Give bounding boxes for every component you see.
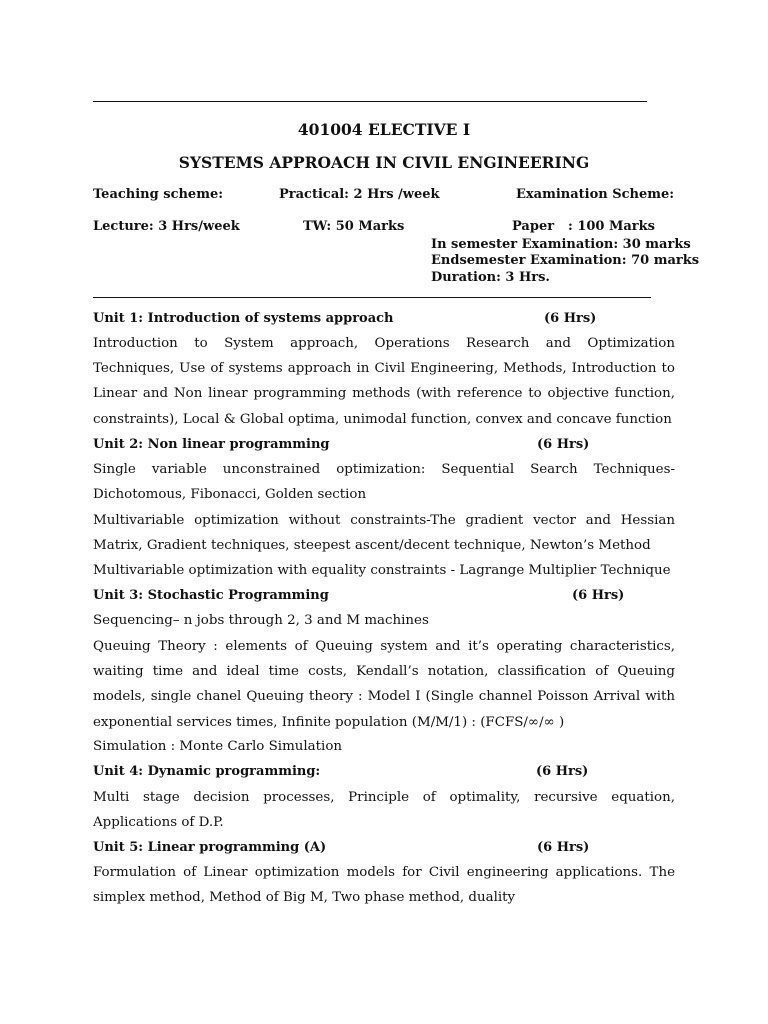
unit-3-paragraph-2: Queuing Theory : elements of Queuing system and it’s operating characteristics, waiting time and ideal time costs, Kendall’s notation, classification of Queuing models, single chanel Queuing theory : Model I (Single channel Poisson Arrival with exponential services times, Infinite population (M/M/1) : (FCFS/∞/∞ ) [93, 639, 675, 730]
paper-marks: : 100 Marks [568, 219, 655, 234]
examination-scheme-label: Examination Scheme: [516, 187, 675, 202]
unit-2-title: Unit 2: Non linear programming [93, 437, 330, 452]
practical-hours: Practical: 2 Hrs /week [279, 187, 440, 202]
unit-5-hours: (6 Hrs) [537, 840, 590, 855]
teaching-scheme-label: Teaching scheme: [93, 187, 224, 202]
lecture-hours: Lecture: 3 Hrs/week [93, 219, 240, 234]
end-semester-exam: Endsemester Examination: 70 marks [431, 253, 700, 268]
course-subject-title: SYSTEMS APPROACH IN CIVIL ENGINEERING [178, 153, 590, 172]
unit-4-hours: (6 Hrs) [536, 764, 589, 779]
unit-1-description: Introduction to System approach, Operations Research and Optimization Techniques, Use of systems approach in Civil Engineering, Methods, Introduction to Linear and Non linear programming methods (with reference to objective function, constraints), Local & Global optima, unimodal function, convex and concave function [93, 336, 675, 427]
unit-5-description: Formulation of Linear optimization models for Civil engineering applications. The simplex method, Method of Big M, Two phase method, duality [93, 865, 675, 906]
unit-3-paragraph-3: Simulation : Monte Carlo Simulation [93, 739, 343, 754]
unit-3-hours: (6 Hrs) [572, 588, 625, 603]
unit-1-title: Unit 1: Introduction of systems approach [93, 311, 394, 326]
unit-1-hours: (6 Hrs) [544, 311, 597, 326]
unit-2-paragraph-2: Multivariable optimization without constraints-The gradient vector and Hessian Matrix, Gradient techniques, steepest ascent/decent technique, Newton’s Method [93, 513, 675, 554]
in-semester-exam: In semester Examination: 30 marks [431, 237, 691, 252]
unit-3-paragraph-1: Sequencing– n jobs through 2, 3 and M machines [93, 613, 429, 628]
term-work-marks: TW: 50 Marks [303, 219, 405, 234]
paper-label: Paper [512, 219, 555, 234]
scheme-divider [93, 297, 651, 298]
unit-4-title: Unit 4: Dynamic programming: [93, 764, 321, 779]
unit-4-description: Multi stage decision processes, Principle of optimality, recursive equation, Applications of D.P. [93, 790, 675, 831]
exam-duration: Duration: 3 Hrs. [431, 270, 550, 285]
unit-2-paragraph-1: Single variable unconstrained optimization: Sequential Search Techniques-Dichotomous, Fibonacci, Golden section [93, 462, 675, 503]
unit-5-title: Unit 5: Linear programming (A) [93, 840, 327, 855]
unit-2-hours: (6 Hrs) [537, 437, 590, 452]
top-divider [93, 101, 647, 102]
unit-2-paragraph-3: Multivariable optimization with equality constraints - Lagrange Multiplier Technique [93, 563, 671, 578]
unit-3-title: Unit 3: Stochastic Programming [93, 588, 329, 603]
course-code-title: 401004 ELECTIVE I [297, 120, 471, 139]
